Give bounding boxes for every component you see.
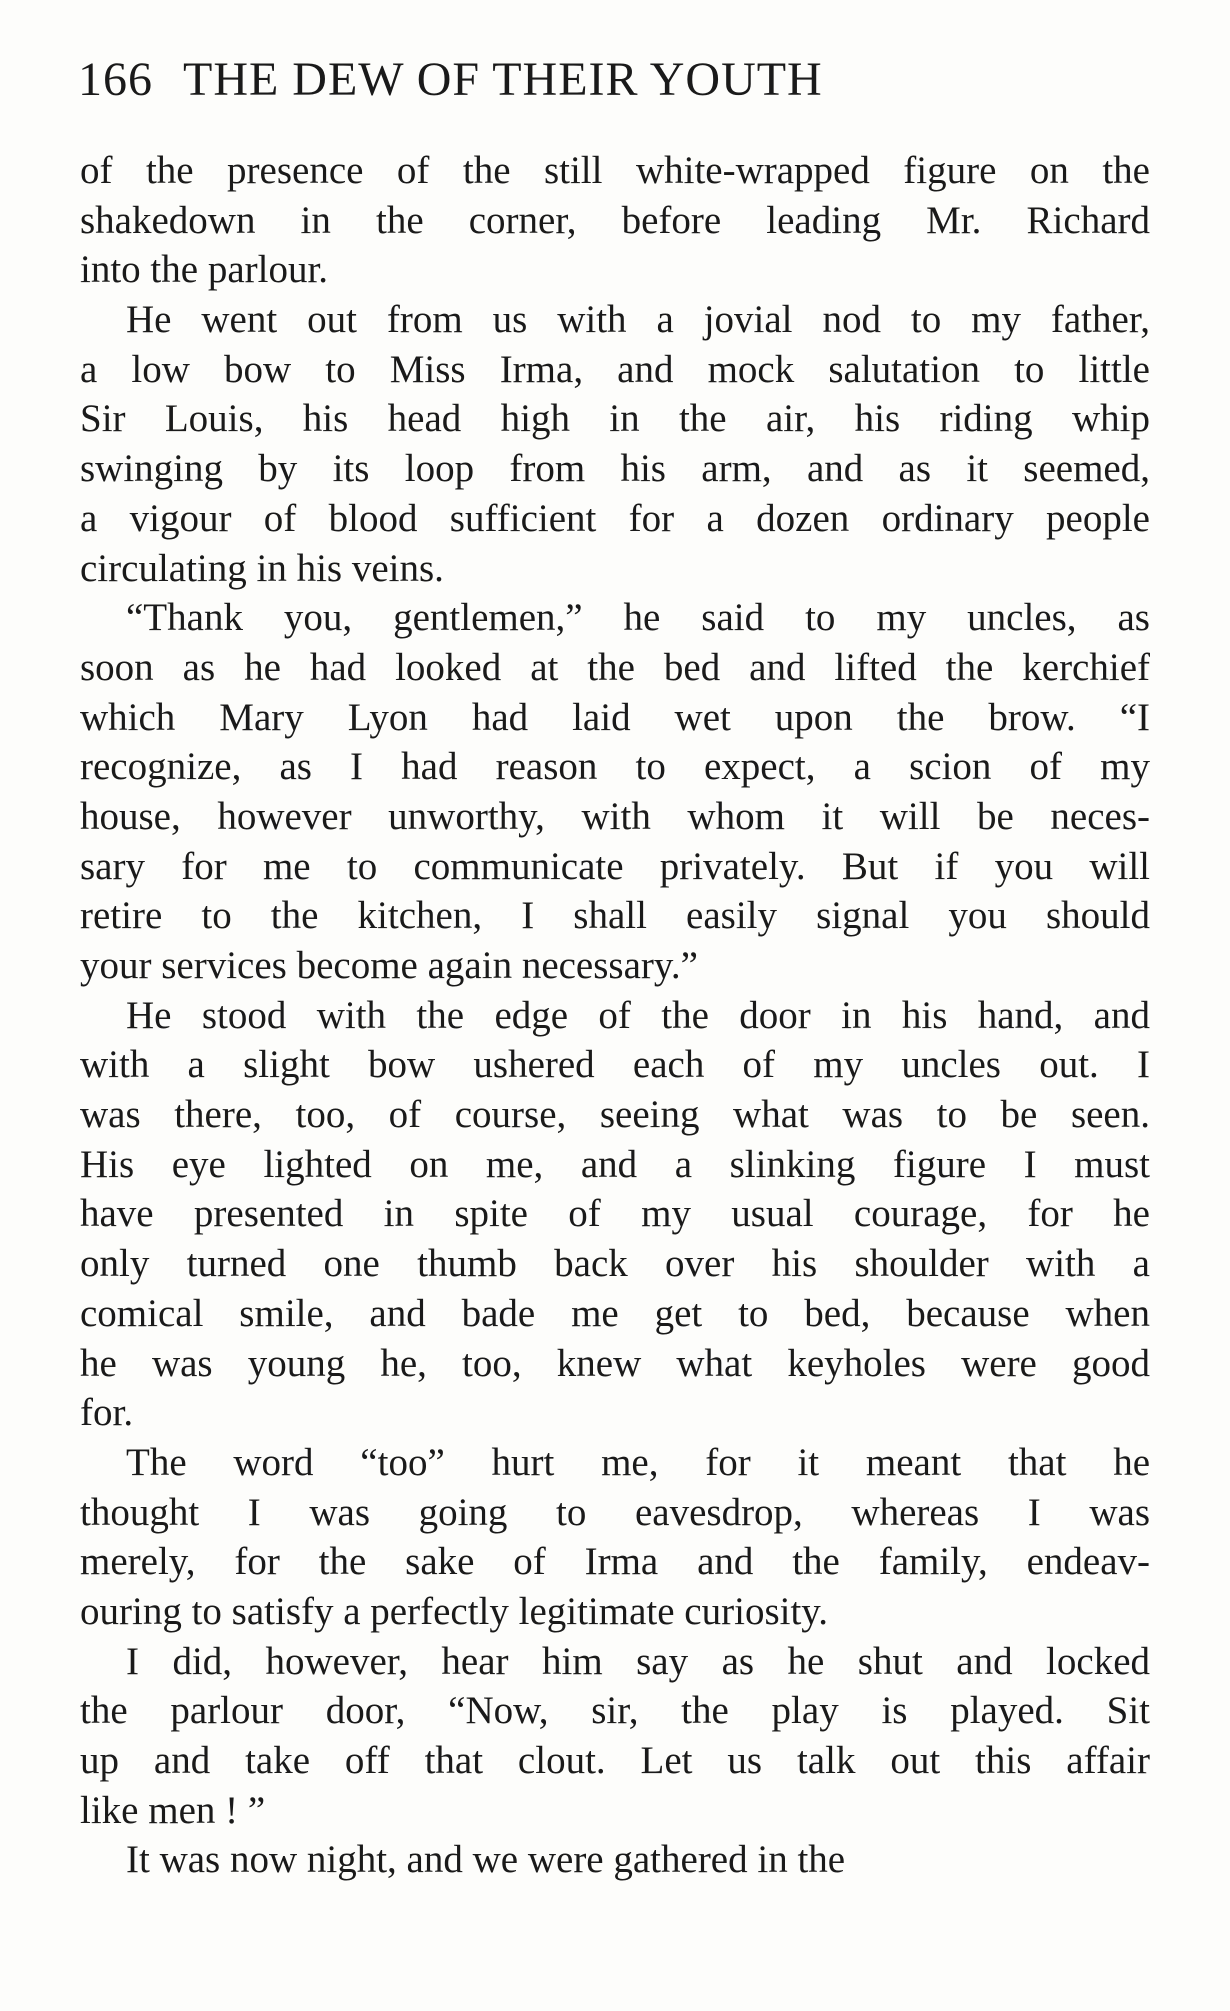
text-line: “Thank you, gentlemen,” he said to my uncles, as — [126, 596, 1150, 640]
book-title: THE DEW OF THEIR YOUTH — [183, 53, 823, 106]
text-line: thought I was going to eavesdrop, whereas I was — [80, 1490, 1150, 1534]
text-line: the parlour door, “Now, sir, the play is played. Sit — [80, 1689, 1150, 1733]
paragraph — [80, 593, 1150, 991]
text-line: soon as he had looked at the bed and lifted the kerchief — [80, 645, 1150, 689]
text-line: have presented in spite of my usual courage, for he — [80, 1192, 1150, 1236]
paragraph — [80, 1835, 1150, 1885]
text-line: for. — [80, 1391, 134, 1435]
text-line: only turned one thumb back over his shoulder with a — [80, 1242, 1150, 1286]
body-text — [80, 146, 1150, 1885]
text-line: a vigour of blood sufficient for a dozen ordinary people — [80, 496, 1150, 540]
text-line: circulating in his veins. — [80, 546, 444, 590]
text-line: sary for me to communicate privately. But if you will — [80, 844, 1150, 888]
text-line: His eye lighted on me, and a slinking figure I must — [80, 1142, 1150, 1186]
text-line: I did, however, hear him say as he shut and locked — [126, 1639, 1150, 1683]
paragraph — [80, 295, 1150, 593]
text-line: shakedown in the corner, before leading Mr. Richard — [80, 198, 1150, 242]
running-head — [78, 52, 823, 107]
text-line: was there, too, of course, seeing what was to be seen. — [80, 1093, 1150, 1137]
text-line: recognize, as I had reason to expect, a scion of my — [80, 745, 1150, 789]
text-line: retire to the kitchen, I shall easily signal you should — [80, 894, 1150, 938]
text-line: he was young he, too, knew what keyholes were good — [80, 1341, 1150, 1385]
text-line: house, however unworthy, with whom it will be neces- — [80, 794, 1150, 838]
text-line: your services become again necessary.” — [80, 944, 698, 987]
text-line: swinging by its loop from his arm, and as it seemed, — [80, 447, 1150, 491]
text-line: Sir Louis, his head high in the air, his riding whip — [80, 397, 1150, 441]
text-line: merely, for the sake of Irma and the family, endeav- — [80, 1540, 1150, 1584]
text-line: up and take off that clout. Let us talk out this affair — [80, 1739, 1150, 1782]
text-line: comical smile, and bade me get to bed, because when — [80, 1291, 1150, 1335]
text-line: He stood with the edge of the door in his hand, and — [126, 993, 1150, 1037]
paragraph — [80, 146, 1150, 295]
text-line: a low bow to Miss Irma, and mock salutation to little — [80, 347, 1150, 391]
paragraph — [80, 1637, 1150, 1836]
text-line: which Mary Lyon had laid wet upon the brow. “I — [80, 695, 1150, 739]
text-line: ouring to satisfy a perfectly legitimate curiosity. — [80, 1589, 829, 1633]
page-number: 166 — [78, 53, 153, 106]
text-line: He went out from us with a jovial nod to my father, — [126, 298, 1150, 342]
text-line: with a slight bow ushered each of my uncles out. I — [80, 1043, 1150, 1087]
text-line: of the presence of the still white-wrapped figure on the — [80, 149, 1150, 192]
paragraph — [80, 1438, 1150, 1637]
text-line: like men ! ” — [80, 1788, 266, 1832]
paragraph — [80, 991, 1150, 1438]
text-line: into the parlour. — [80, 248, 329, 292]
text-line: The word “too” hurt me, for it meant that he — [126, 1440, 1150, 1484]
text-line: It was now night, and we were gathered in the — [126, 1838, 846, 1882]
